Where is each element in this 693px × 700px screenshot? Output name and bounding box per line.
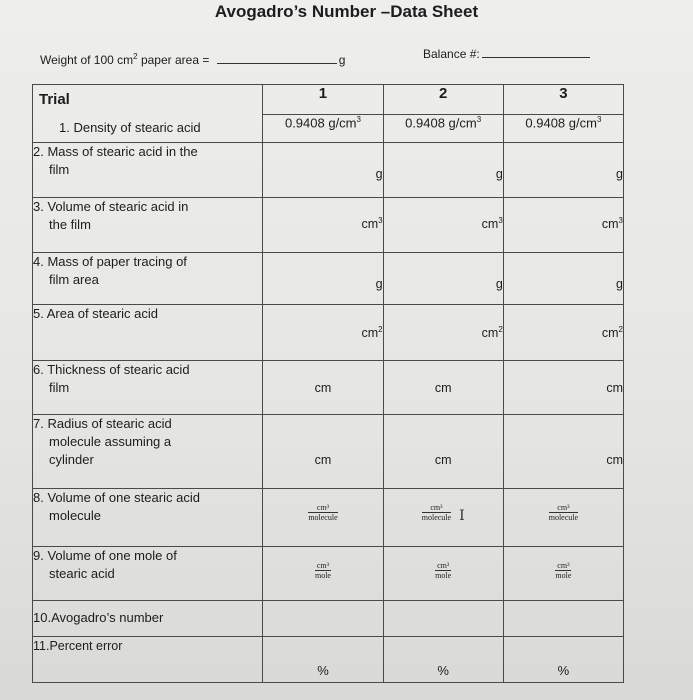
volume-film-trial-3[interactable]: $cm^3$ [503, 198, 623, 253]
table-row [33, 253, 624, 305]
header-row [33, 85, 624, 115]
area-trial-3[interactable]: $cm^2$ [503, 305, 623, 361]
balance-input-line[interactable] [482, 46, 590, 58]
row-label-volume-mole: 9. Volume of one mole of stearic acid [33, 547, 263, 601]
table-row [33, 637, 624, 683]
weight-input-line[interactable] [217, 52, 337, 64]
balance-label: Balance #: [423, 47, 480, 61]
row-label-mass-stearic: 2. Mass of stearic acid in the film [33, 143, 263, 198]
data-table [32, 84, 624, 683]
avogadro-trial-1[interactable] [263, 601, 383, 637]
mass-trial-3[interactable]: g [503, 143, 623, 198]
trial-3-header: 3 [503, 85, 623, 115]
page-title: Avogadro’s Number –Data Sheet [214, 2, 479, 21]
table-row [33, 361, 624, 415]
weight-label: Weight of 100 cm [40, 53, 134, 67]
area-trial-1[interactable]: $cm^2$ [263, 305, 383, 361]
table-row [33, 415, 624, 489]
volume-molecule-trial-2[interactable]: $\frac{\text{cm³}}{\text{molecule}}$ I [383, 489, 503, 547]
weight-unit: g [338, 53, 346, 67]
thickness-trial-3[interactable]: cm [503, 361, 623, 415]
trial-1-header: 1 [263, 85, 383, 115]
row-label-thickness: 6. Thickness of stearic acid film [33, 361, 263, 415]
volume-molecule-trial-1[interactable]: $\frac{\text{cm³}}{\text{molecule}}$ [263, 489, 383, 547]
row-label-avogadro: 10.Avogadro’s number [33, 601, 263, 637]
percent-error-trial-1[interactable]: % [263, 637, 383, 683]
row-label-area: 5. Area of stearic acid [33, 305, 263, 361]
thickness-trial-2[interactable]: cm [383, 361, 503, 415]
mass-trial-1[interactable]: g [263, 143, 383, 198]
volume-mole-trial-1[interactable]: $\frac{\text{cm³}}{\text{mole}}$ [263, 547, 383, 601]
mass-paper-trial-3[interactable]: g [503, 253, 623, 305]
row-label-mass-paper: 4. Mass of paper tracing of film area [33, 253, 263, 305]
mass-paper-trial-2[interactable]: g [383, 253, 503, 305]
row-label-percent-error: 11.Percent error [33, 637, 263, 683]
row-label-density: 1. Density of stearic acid [59, 120, 201, 135]
volume-film-trial-2[interactable]: $cm^3$ [383, 198, 503, 253]
volume-molecule-trial-3[interactable]: $\frac{\text{cm³}}{\text{molecule}}$ [503, 489, 623, 547]
avogadro-trial-3[interactable] [503, 601, 623, 637]
radius-trial-2[interactable]: cm [383, 415, 503, 489]
row-label-radius: 7. Radius of stearic acid molecule assuming a cylinder [33, 415, 263, 489]
volume-film-trial-1[interactable]: $cm^3$ [263, 198, 383, 253]
table-row [33, 489, 624, 547]
mass-trial-2[interactable]: g [383, 143, 503, 198]
table-row [33, 547, 624, 601]
area-trial-2[interactable]: $cm^2$ [383, 305, 503, 361]
volume-mole-trial-3[interactable]: $\frac{\text{cm³}}{\text{mole}}$ [503, 547, 623, 601]
row-label-volume-film: 3. Volume of stearic acid in the film [33, 198, 263, 253]
table-row [33, 143, 624, 198]
percent-error-trial-2[interactable]: % [383, 637, 503, 683]
avogadro-trial-2[interactable] [383, 601, 503, 637]
text-cursor-icon: I [459, 508, 465, 524]
row-label-volume-molecule: 8. Volume of one stearic acid molecule [33, 489, 263, 547]
radius-trial-3[interactable]: cm [503, 415, 623, 489]
radius-trial-1[interactable]: cm [263, 415, 383, 489]
thickness-trial-1[interactable]: cm [263, 361, 383, 415]
table-row [33, 305, 624, 361]
balance-field [423, 46, 590, 61]
density-trial-1[interactable]: 0.9408 $g/cm^3$ [263, 115, 383, 143]
density-trial-3[interactable]: 0.9408 $g/cm^3$ [503, 115, 623, 143]
table-row [33, 198, 624, 253]
trial-header: Trial [39, 91, 70, 108]
table-row [33, 601, 624, 637]
mass-paper-trial-1[interactable]: g [263, 253, 383, 305]
percent-error-trial-3[interactable]: % [503, 637, 623, 683]
weight-field: Weight of 100 $cm^2$ paper area = g [40, 52, 346, 67]
density-trial-2[interactable]: 0.9408 $g/cm^3$ [383, 115, 503, 143]
trial-2-header: 2 [383, 85, 503, 115]
volume-mole-trial-2[interactable]: $\frac{\text{cm³}}{\text{mole}}$ [383, 547, 503, 601]
